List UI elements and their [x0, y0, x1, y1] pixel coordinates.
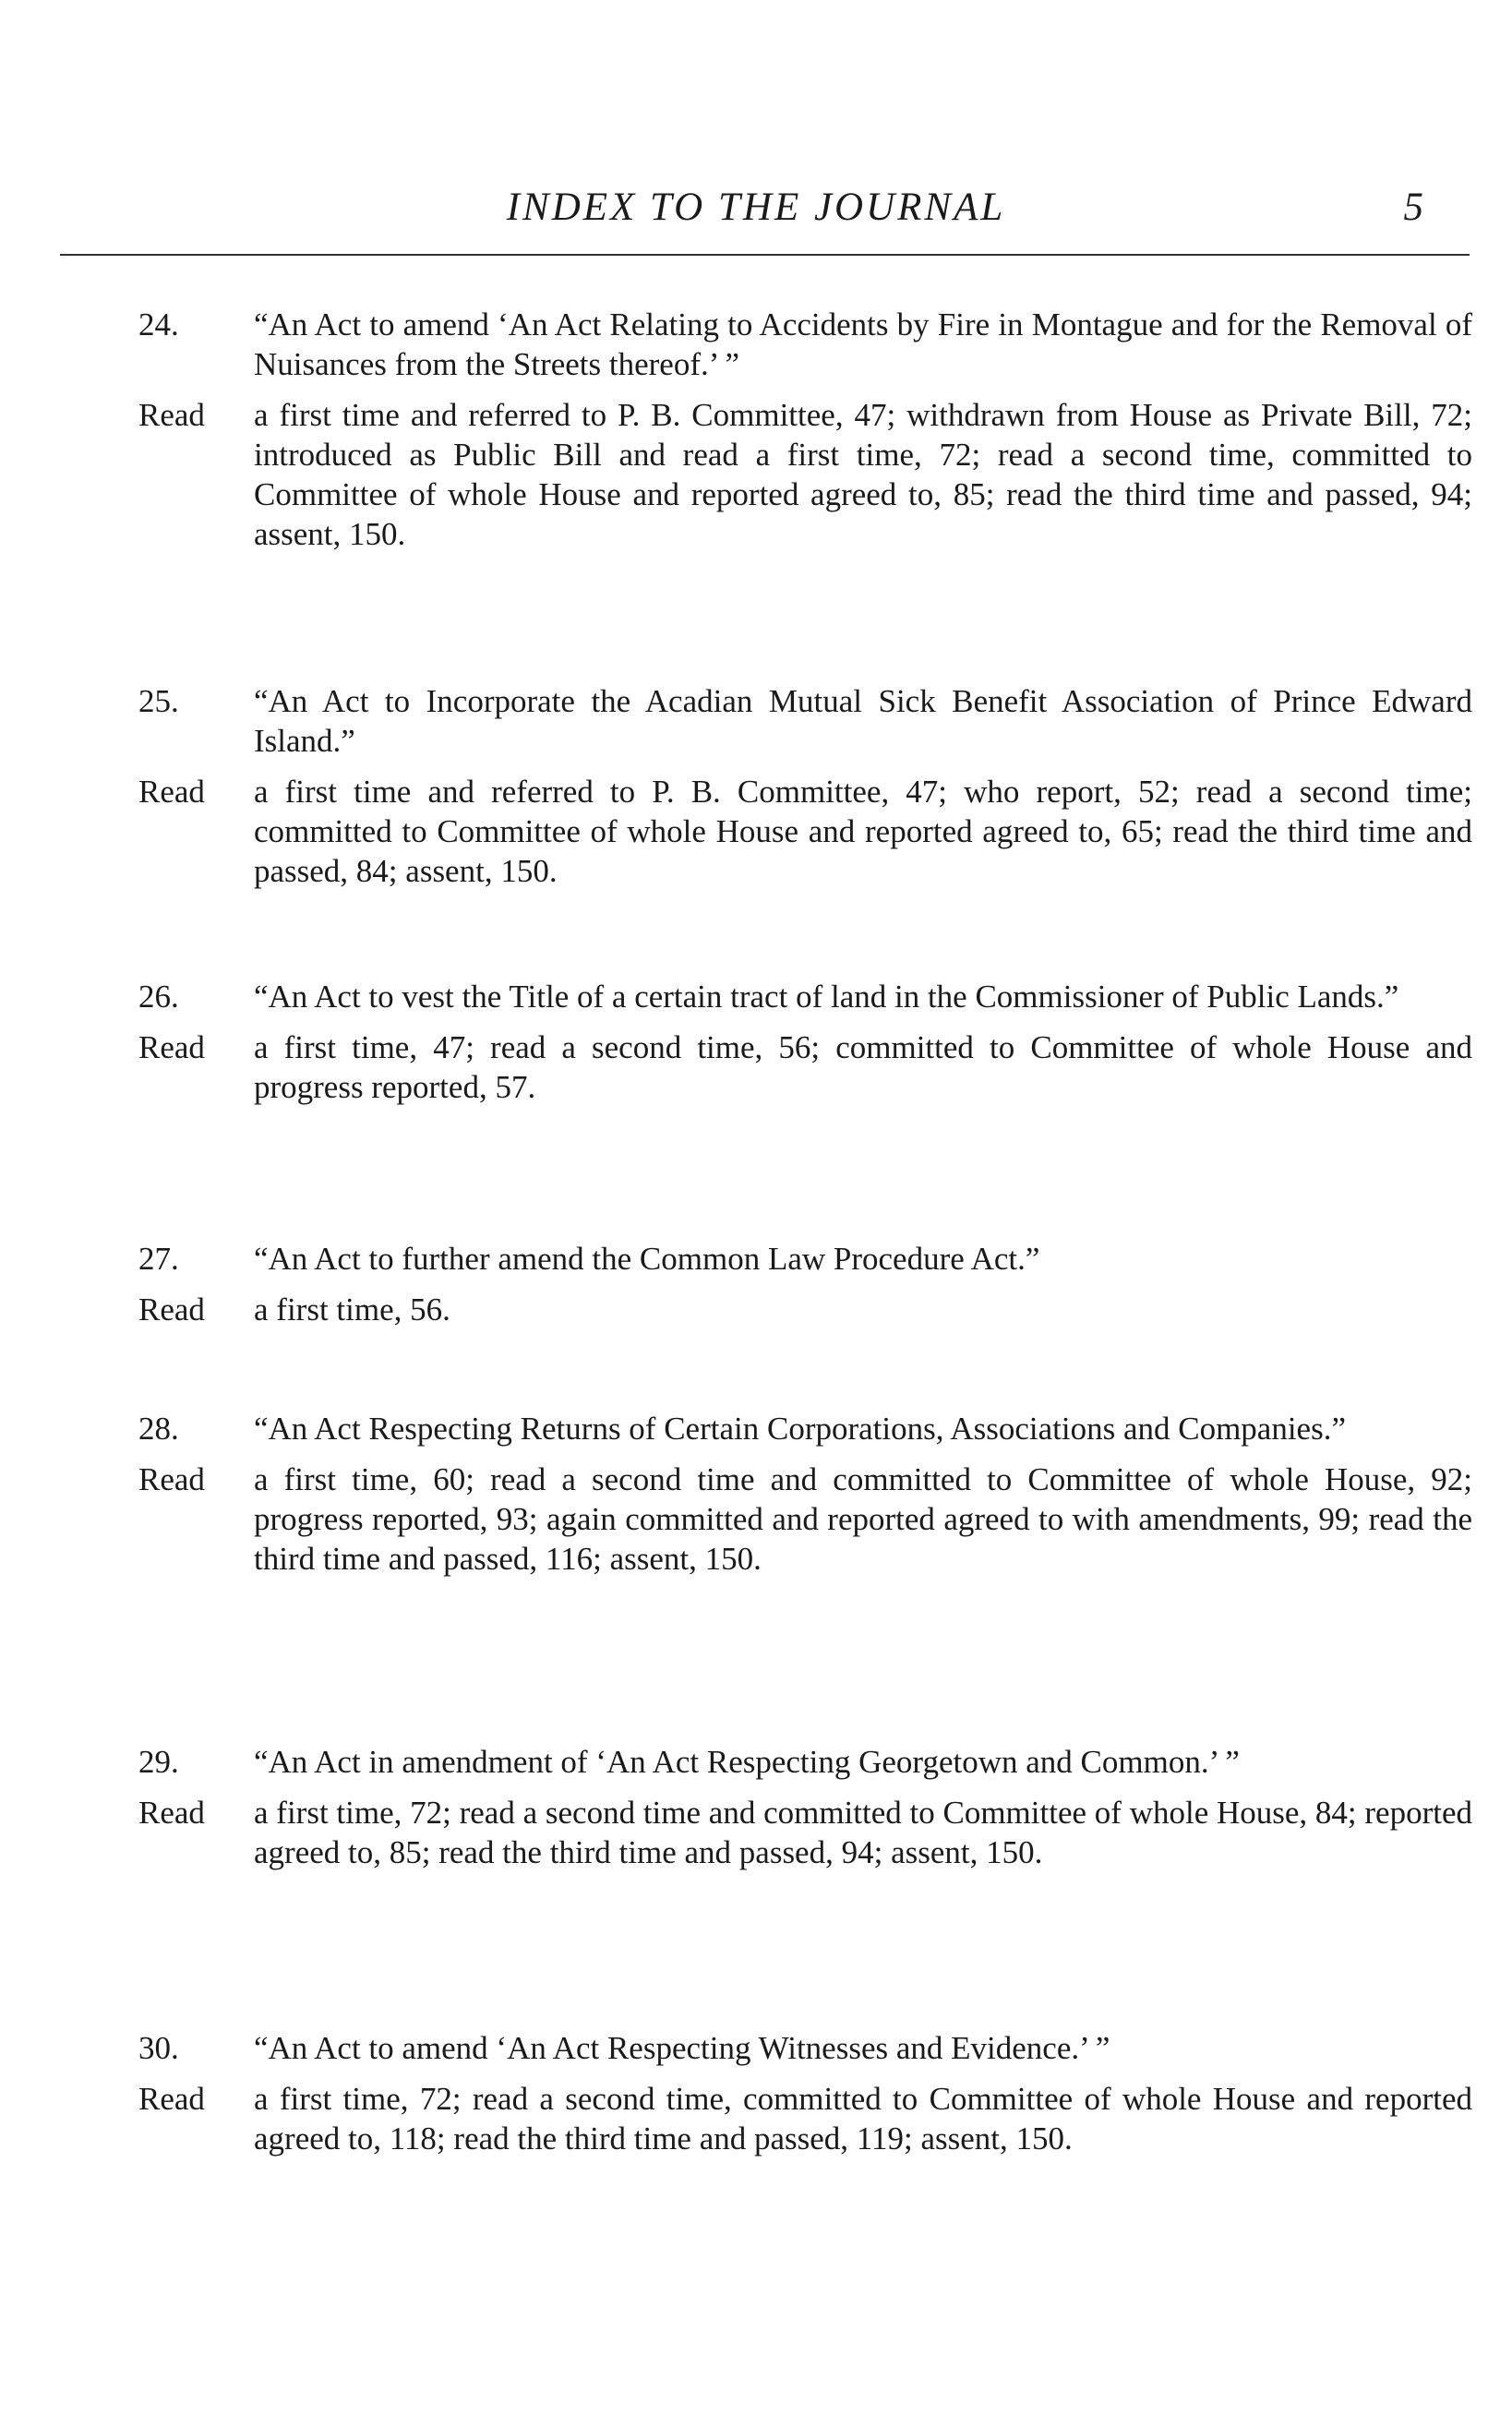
bill-title-text: “An Act to amend ‘An Act Respecting Witnesses and Evidence.’ ”: [254, 2030, 1110, 2066]
proceedings-text: a first time and referred to P. B. Committee, 47; who report, 52; read a second time; committed to Committee of whole House and reported agreed to, 65; read the third time and passed, 84; assent, 150.: [254, 774, 1472, 889]
bill-title: [138, 305, 1472, 384]
bill-proceedings: [138, 772, 1472, 891]
proceedings-text: a first time, 60; read a second time and committed to Committee of whole House, 92; progress reported, 93; again committed and reported agreed to with amendments, 99; read the third time and passed, 116; assent, 150.: [254, 1461, 1472, 1577]
proceedings-text: a first time, 47; read a second time, 56; committed to Committee of whole House and progress reported, 57.: [254, 1029, 1472, 1105]
proceedings-text: a first time, 72; read a second time, committed to Committee of whole House and reported agreed to, 118; read the third time and passed, 119; assent, 150.: [254, 2081, 1472, 2157]
proceedings-text: a first time, 72; read a second time and committed to Committee of whole House, 84; reported agreed to, 85; read the third time and passed, 94; assent, 150.: [254, 1795, 1472, 1870]
bill-number: 26.: [138, 979, 179, 1015]
proceedings-lead: Read: [138, 397, 205, 433]
running-title: INDEX TO THE JOURNAL: [506, 186, 1006, 229]
bill-title: [138, 2028, 1472, 2068]
bill-proceedings: [138, 1027, 1472, 1107]
bill-title-text: “An Act to further amend the Common Law Procedure Act.”: [254, 1241, 1040, 1277]
bill-title: [138, 1239, 1472, 1279]
proceedings-lead: Read: [138, 774, 205, 810]
bill-number: 24.: [138, 306, 179, 342]
bill-number: 27.: [138, 1241, 179, 1277]
proceedings-text: a first time and referred to P. B. Committee, 47; withdrawn from House as Private Bill, 72; introduced as Public Bill and read a first time, 72; read a second time, committed to Committee of whole House and reported agreed to, 85; read the third time and passed, 94; assent, 150.: [254, 397, 1472, 552]
bill-proceedings: [138, 2079, 1472, 2158]
proceedings-lead: Read: [138, 1029, 205, 1065]
proceedings-lead: Read: [138, 1292, 205, 1328]
bill-proceedings: [138, 1460, 1472, 1579]
proceedings-lead: Read: [138, 1461, 205, 1497]
bill-title: [138, 977, 1472, 1016]
bill-proceedings: [138, 1793, 1472, 1872]
bill-entry-24: [138, 305, 1472, 554]
bill-title-text: “An Act to Incorporate the Acadian Mutual Sick Benefit Association of Prince Edward Island.”: [254, 683, 1472, 759]
header-rule: [60, 254, 1470, 256]
running-header: [55, 185, 1457, 240]
proceedings-text: a first time, 56.: [254, 1292, 450, 1328]
proceedings-lead: Read: [138, 1795, 205, 1831]
bill-entry-25: [138, 681, 1472, 891]
bill-number: 28.: [138, 1411, 179, 1447]
bill-entry-30: [138, 2028, 1472, 2158]
bill-entry-28: [138, 1409, 1472, 1579]
bill-number: 29.: [138, 1744, 179, 1780]
bill-title-text: “An Act in amendment of ‘An Act Respecting Georgetown and Common.’ ”: [254, 1744, 1240, 1780]
bill-title-text: “An Act Respecting Returns of Certain Corporations, Associations and Companies.”: [254, 1411, 1346, 1447]
bill-number: 25.: [138, 683, 179, 719]
bill-title-text: “An Act to amend ‘An Act Relating to Accidents by Fire in Montague and for the Removal of Nuisances from the Streets thereof.’ ”: [254, 306, 1472, 382]
bill-proceedings: [138, 1290, 1472, 1329]
bill-title: [138, 1409, 1472, 1448]
proceedings-lead: Read: [138, 2081, 205, 2117]
bill-entry-29: [138, 1742, 1472, 1872]
page-number: 5: [1403, 186, 1423, 229]
bill-proceedings: [138, 395, 1472, 554]
bill-title: [138, 1742, 1472, 1782]
bill-title: [138, 681, 1472, 761]
bill-number: 30.: [138, 2030, 179, 2066]
bill-entry-26: [138, 977, 1472, 1107]
bill-title-text: “An Act to vest the Title of a certain tract of land in the Commissioner of Public Lands.”: [254, 979, 1399, 1015]
bill-entry-27: [138, 1239, 1472, 1329]
